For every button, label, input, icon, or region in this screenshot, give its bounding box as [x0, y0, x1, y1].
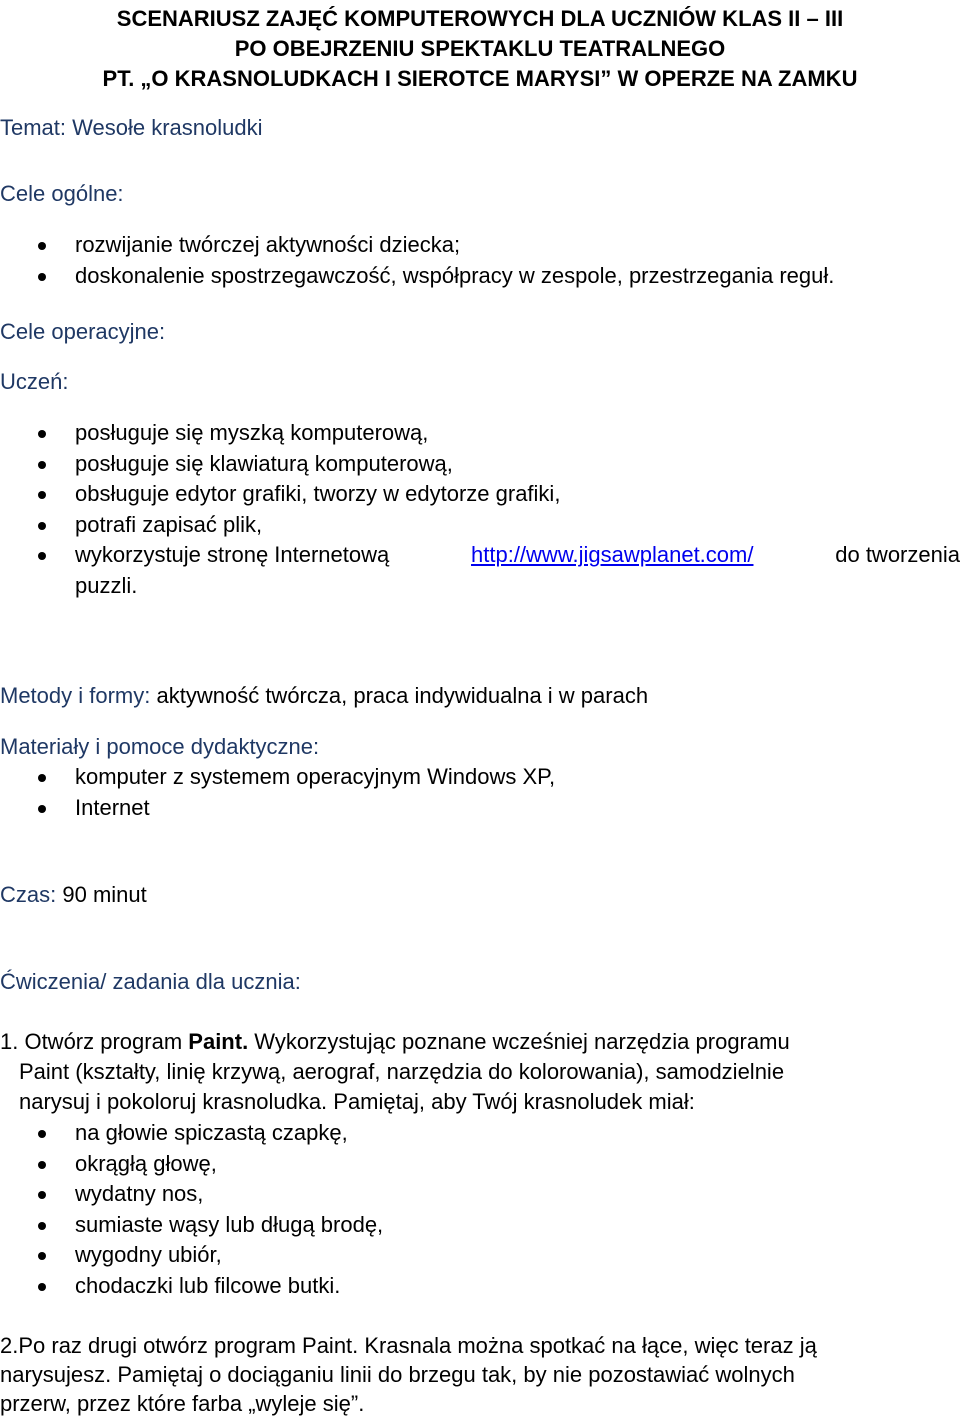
bullet-icon	[38, 273, 46, 281]
time-value: 90 minut	[62, 882, 147, 907]
bullet-icon	[38, 242, 46, 250]
title-line-2: PO OBEJRZENIU SPEKTAKLU TEATRALNEGO	[234, 36, 726, 61]
list-item: okrągłą głowę,	[0, 1149, 960, 1180]
list-item	[0, 540, 960, 571]
list-item: rozwijanie twórczej aktywności dziecka;	[0, 230, 960, 261]
list-item: na głowie spiczastą czapkę,	[0, 1118, 960, 1149]
bullet-icon	[38, 1283, 46, 1291]
bullet-icon	[38, 1161, 46, 1169]
list-item: Internet	[0, 793, 960, 824]
task-1-line-1: 1. Otwórz program Paint. Wykorzystując poznane wcześniej narzędzia programu	[0, 1029, 790, 1054]
list-item: posługuje się klawiaturą komputerową,	[0, 449, 960, 480]
general-goals-heading: Cele ogólne:	[0, 181, 124, 206]
list-item: posługuje się myszką komputerową,	[0, 418, 960, 449]
list-item: chodaczki lub filcowe butki.	[0, 1271, 960, 1302]
title-line-3: PT. „O KRASNOLUDKACH I SIEROTCE MARYSI” W OPERZE NA ZAMKU	[102, 66, 858, 91]
jigsaw-item-row	[75, 540, 960, 571]
bullet-icon	[38, 1191, 46, 1199]
exercises-heading: Ćwiczenia/ zadania dla ucznia:	[0, 969, 301, 994]
list-item: obsługuje edytor grafiki, tworzy w edytorze grafiki,	[0, 479, 960, 510]
list-item: wydatny nos,	[0, 1179, 960, 1210]
topic-line	[0, 113, 263, 144]
time-label: Czas:	[0, 882, 57, 907]
list-item: wygodny ubiór,	[0, 1240, 960, 1271]
task-2-line-3: przerw, przez które farba „wyleje się”.	[0, 1391, 365, 1416]
bullet-icon	[38, 1252, 46, 1260]
dwarf-features-list	[0, 1118, 960, 1301]
general-goals-list	[0, 230, 960, 291]
task-1-line-3: narysuj i pokoloruj krasnoludka. Pamiętaj, aby Twój krasnoludek miał:	[19, 1089, 695, 1114]
materials-heading: Materiały i pomoce dydaktyczne:	[0, 734, 320, 759]
jigsawplanet-link[interactable]: http://www.jigsawplanet.com/	[471, 542, 754, 567]
bullet-icon	[38, 805, 46, 813]
paint-program-name: Paint.	[188, 1029, 249, 1054]
methods-label: Metody i formy:	[0, 683, 151, 708]
bullet-icon	[38, 430, 46, 438]
jigsaw-item-text: wykorzystuje stronę Internetową	[75, 542, 390, 567]
task-1-line-2: Paint (kształty, linię krzywą, aerograf, narzędzia do kolorowania), samodzielnie	[19, 1059, 785, 1084]
bullet-icon	[38, 552, 46, 560]
document-title	[0, 4, 960, 94]
bullet-icon	[38, 1130, 46, 1138]
bullet-icon	[38, 491, 46, 499]
list-item: doskonalenie spostrzegawczość, współpracy w zespole, przestrzegania reguł.	[0, 261, 960, 292]
title-line-1: SCENARIUSZ ZAJĘĆ KOMPUTEROWYCH DLA UCZNIÓW KLAS II – III	[116, 6, 844, 31]
operational-goals-heading: Cele operacyjne:	[0, 319, 166, 344]
bullet-icon	[38, 461, 46, 469]
list-item-continuation: puzzli.	[75, 572, 138, 598]
methods-line	[0, 681, 648, 712]
bullet-icon	[38, 1222, 46, 1230]
jigsaw-item-text-end: do tworzenia	[835, 542, 960, 567]
time-line	[0, 880, 147, 911]
methods-value: aktywność twórcza, praca indywidualna i w parach	[156, 683, 649, 708]
materials-list	[0, 762, 960, 823]
bullet-icon	[38, 774, 46, 782]
list-item: potrafi zapisać plik,	[0, 510, 960, 541]
topic-value: Wesołe krasnoludki	[72, 115, 263, 140]
task-2-line-1: 2.Po raz drugi otwórz program Paint. Krasnala można spotkać na łące, więc teraz ją	[0, 1333, 817, 1358]
student-label: Uczeń:	[0, 369, 69, 394]
operational-goals-list	[0, 418, 960, 601]
list-item: sumiaste wąsy lub długą brodę,	[0, 1210, 960, 1241]
bullet-icon	[38, 522, 46, 530]
topic-label: Temat:	[0, 115, 67, 140]
list-item: komputer z systemem operacyjnym Windows XP,	[0, 762, 960, 793]
task-2-line-2: narysujesz. Pamiętaj o dociąganiu linii do brzegu tak, by nie pozostawiać wolnych	[0, 1362, 795, 1387]
